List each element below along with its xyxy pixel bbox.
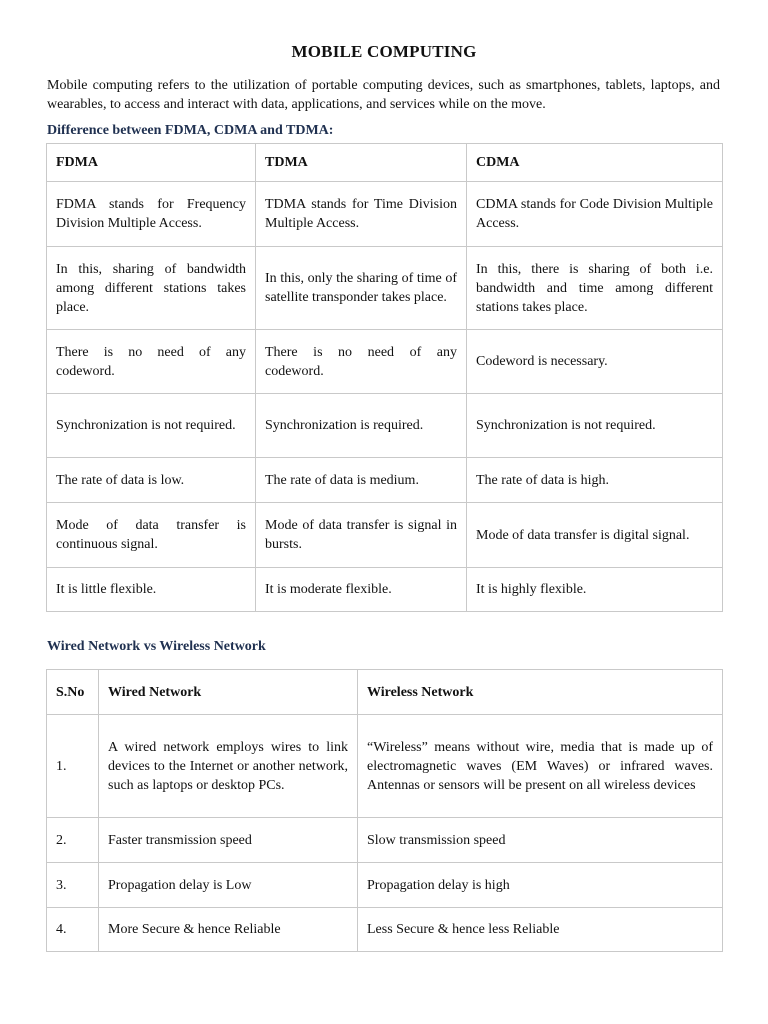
table-cell: Slow transmission speed xyxy=(358,818,723,863)
table-cell: Propagation delay is Low xyxy=(99,863,358,908)
table-cell: The rate of data is medium. xyxy=(256,458,467,503)
table-row xyxy=(47,247,723,330)
page-title: MOBILE COMPUTING xyxy=(291,42,477,61)
table-row xyxy=(47,458,723,503)
table-cell: The rate of data is high. xyxy=(467,458,723,503)
table-header-cell: CDMA xyxy=(467,144,723,182)
table-cell: Less Secure & hence less Reliable xyxy=(358,908,723,952)
table-row xyxy=(47,863,723,908)
table-row xyxy=(47,394,723,458)
table-header-row xyxy=(47,144,723,182)
table-row xyxy=(47,818,723,863)
fdma-tdma-cdma-table xyxy=(46,143,723,612)
table-cell: Mode of data transfer is digital signal. xyxy=(467,503,723,568)
table-cell: Synchronization is not required. xyxy=(467,394,723,458)
table-cell: More Secure & hence Reliable xyxy=(99,908,358,952)
table-cell: There is no need of any codeword. xyxy=(47,330,256,394)
table-cell: Synchronization is required. xyxy=(256,394,467,458)
table-cell: There is no need of any codeword. xyxy=(256,330,467,394)
table-cell: 3. xyxy=(47,863,99,908)
table-row xyxy=(47,182,723,247)
table-cell: The rate of data is low. xyxy=(47,458,256,503)
table-cell: It is little flexible. xyxy=(47,568,256,612)
table-cell: CDMA stands for Code Division Multiple Access. xyxy=(467,182,723,247)
table-cell: TDMA stands for Time Division Multiple Access. xyxy=(256,182,467,247)
table-header-cell: Wired Network xyxy=(99,670,358,715)
table-cell: Synchronization is not required. xyxy=(47,394,256,458)
table-cell: 2. xyxy=(47,818,99,863)
table-header-cell: S.No xyxy=(47,670,99,715)
table-row xyxy=(47,908,723,952)
table-cell: In this, only the sharing of time of satellite transponder takes place. xyxy=(256,247,467,330)
table-cell: Faster transmission speed xyxy=(99,818,358,863)
table-cell: Propagation delay is high xyxy=(358,863,723,908)
table-header-cell: Wireless Network xyxy=(358,670,723,715)
table-header-row xyxy=(47,670,723,715)
table-row xyxy=(47,330,723,394)
table-cell: FDMA stands for Frequency Division Multiple Access. xyxy=(47,182,256,247)
intro-paragraph: Mobile computing refers to the utilization of portable computing devices, such as smartphones, tablets, laptops, and wearables, to access and interact with data, applications, and services while on the move. xyxy=(47,78,720,112)
table-cell: It is moderate flexible. xyxy=(256,568,467,612)
table-row xyxy=(47,715,723,818)
table-cell: Mode of data transfer is signal in bursts. xyxy=(256,503,467,568)
table-cell: “Wireless” means without wire, media that is made up of electromagnetic waves (EM Waves) or infrared waves. Antennas or sensors will be present on all wireless devices xyxy=(358,715,723,818)
section-heading-wired-vs-wireless: Wired Network vs Wireless Network xyxy=(47,639,266,654)
table-cell: Codeword is necessary. xyxy=(467,330,723,394)
table-header-cell: FDMA xyxy=(47,144,256,182)
table-row xyxy=(47,568,723,612)
section-heading-fdma-cdma-tdma: Difference between FDMA, CDMA and TDMA: xyxy=(47,123,334,138)
table-cell: In this, there is sharing of both i.e. bandwidth and time among different stations takes place. xyxy=(467,247,723,330)
table-row xyxy=(47,503,723,568)
table-cell: 1. xyxy=(47,715,99,818)
table-cell: 4. xyxy=(47,908,99,952)
wired-vs-wireless-table xyxy=(46,669,723,952)
table-cell: It is highly flexible. xyxy=(467,568,723,612)
table-header-cell: TDMA xyxy=(256,144,467,182)
table-cell: Mode of data transfer is continuous signal. xyxy=(47,503,256,568)
table-cell: A wired network employs wires to link devices to the Internet or another network, such as laptops or desktop PCs. xyxy=(99,715,358,818)
table-cell: In this, sharing of bandwidth among different stations takes place. xyxy=(47,247,256,330)
